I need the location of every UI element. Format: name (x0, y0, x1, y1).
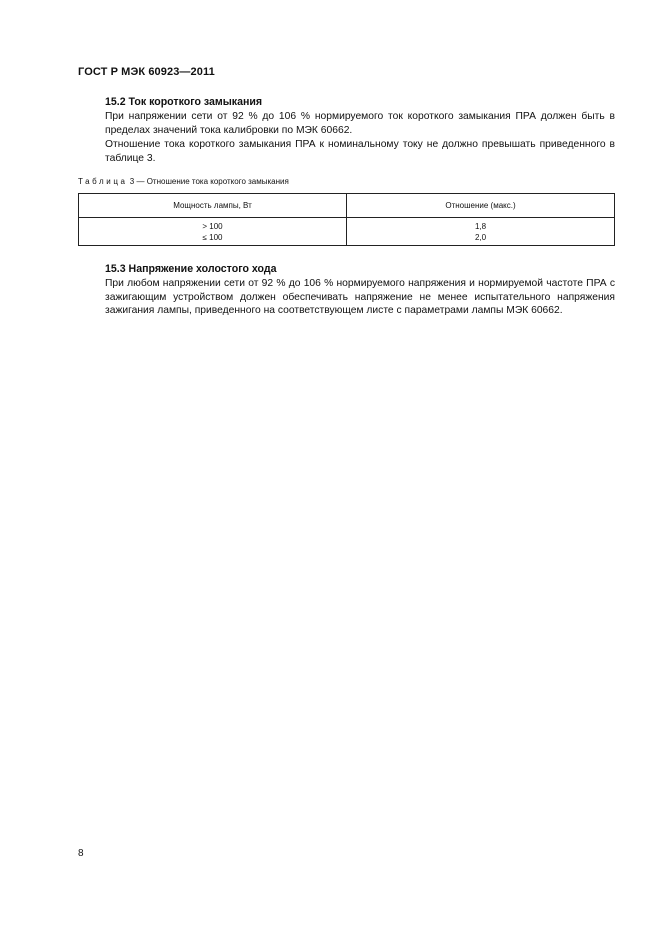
paragraph-text: Отношение тока короткого замыкания ПРА к номинальному току не должно превышать приведенного в таблице 3. (105, 139, 615, 164)
lamp-power-cell (79, 218, 347, 246)
page-header: ГОСТ Р МЭК 60923—2011 (78, 66, 215, 78)
lamp-power-value: ≤ 100 (202, 232, 223, 242)
ratio-value: 2,0 (474, 232, 487, 242)
table-3 (78, 193, 615, 246)
table-3-caption (78, 177, 289, 187)
section-15-3-paragraph-1 (78, 277, 615, 318)
section-15-3-title: 15.3 Напряжение холостого хода (105, 263, 277, 275)
ratio-value: 1,8 (474, 221, 487, 231)
column-header-lamp-power: Мощность лампы, Вт (79, 194, 347, 218)
lamp-power-value: > 100 (202, 221, 223, 231)
column-header-ratio: Отношение (макс.) (347, 194, 615, 218)
ratio-cell (347, 218, 615, 246)
section-15-2-paragraph-1 (78, 110, 615, 137)
paragraph-text: При напряжении сети от 92 % до 106 % нормируемого ток короткого замыкания ПРА должен быть в пределах значений тока калибровки по МЭК 60662. (105, 111, 615, 136)
paragraph-text: При любом напряжении сети от 92 % до 106 % нормируемого напряжения и нормируемой частоте ПРА с зажигающим устройством должен обеспечивать напряжение не менее испытательного напряжения зажигания лампы, приведенного на соответствующем листе с параметрами лампы МЭК 60662. (105, 278, 615, 317)
table-header-row (79, 194, 615, 218)
section-15-2-title: 15.2 Ток короткого замыкания (105, 96, 263, 108)
table-caption-text: 3 — Отношение тока короткого замыкания (127, 177, 289, 186)
table-row (79, 218, 615, 246)
table-caption-label: Таблица (78, 177, 128, 186)
page-number: 8 (78, 848, 84, 859)
section-15-2-paragraph-2 (78, 138, 615, 165)
